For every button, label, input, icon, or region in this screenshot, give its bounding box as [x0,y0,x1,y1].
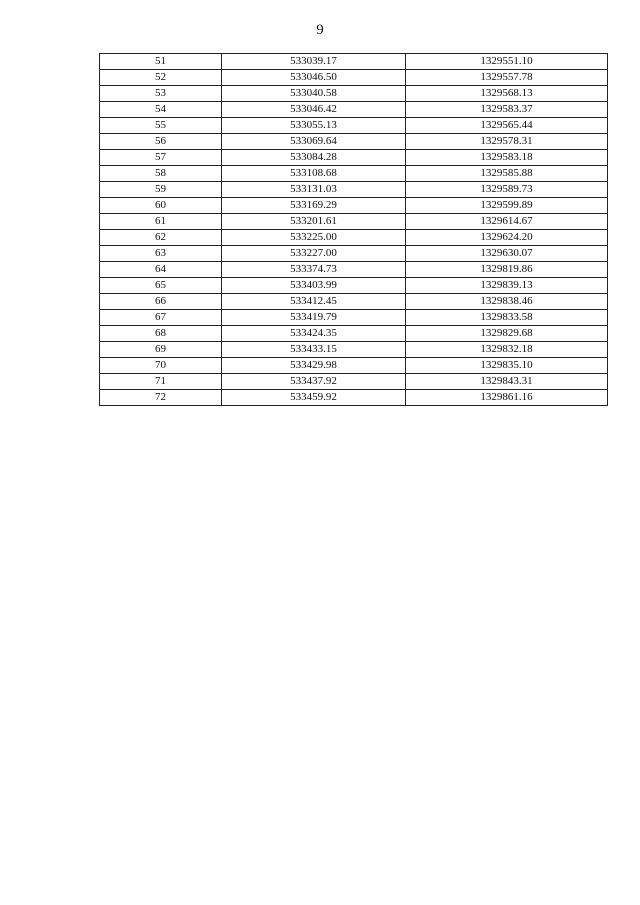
x-coordinate-cell: 533459.92 [222,390,406,406]
table-row [100,182,608,198]
point-number-cell: 52 [100,70,222,86]
table-row [100,86,608,102]
point-number-cell: 67 [100,310,222,326]
y-coordinate-cell: 1329833.58 [406,310,608,326]
point-number-cell: 61 [100,214,222,230]
point-number-cell: 68 [100,326,222,342]
x-coordinate-cell: 533419.79 [222,310,406,326]
point-number-cell: 72 [100,390,222,406]
y-coordinate-cell: 1329565.44 [406,118,608,134]
table-row [100,214,608,230]
y-coordinate-cell: 1329589.73 [406,182,608,198]
x-coordinate-cell: 533201.61 [222,214,406,230]
y-coordinate-cell: 1329861.16 [406,390,608,406]
y-coordinate-cell: 1329583.37 [406,102,608,118]
y-coordinate-cell: 1329839.13 [406,278,608,294]
y-coordinate-cell: 1329835.10 [406,358,608,374]
y-coordinate-cell: 1329583.18 [406,150,608,166]
y-coordinate-cell: 1329585.88 [406,166,608,182]
point-number-cell: 66 [100,294,222,310]
x-coordinate-cell: 533039.17 [222,54,406,70]
table-row [100,262,608,278]
point-number-cell: 55 [100,118,222,134]
table-row [100,294,608,310]
point-number-cell: 57 [100,150,222,166]
point-number-cell: 70 [100,358,222,374]
y-coordinate-cell: 1329843.31 [406,374,608,390]
x-coordinate-cell: 533403.99 [222,278,406,294]
point-number-cell: 51 [100,54,222,70]
x-coordinate-cell: 533169.29 [222,198,406,214]
x-coordinate-cell: 533227.00 [222,246,406,262]
table-row [100,230,608,246]
table-row [100,166,608,182]
y-coordinate-cell: 1329630.07 [406,246,608,262]
table-row [100,390,608,406]
x-coordinate-cell: 533046.50 [222,70,406,86]
x-coordinate-cell: 533412.45 [222,294,406,310]
x-coordinate-cell: 533084.28 [222,150,406,166]
point-number-cell: 58 [100,166,222,182]
table-row [100,102,608,118]
y-coordinate-cell: 1329551.10 [406,54,608,70]
page-number: 9 [316,22,324,38]
point-number-cell: 62 [100,230,222,246]
x-coordinate-cell: 533069.64 [222,134,406,150]
table-row [100,374,608,390]
table-row [100,198,608,214]
table-row [100,310,608,326]
x-coordinate-cell: 533374.73 [222,262,406,278]
y-coordinate-cell: 1329557.78 [406,70,608,86]
y-coordinate-cell: 1329599.89 [406,198,608,214]
x-coordinate-cell: 533040.58 [222,86,406,102]
table-row [100,358,608,374]
point-number-cell: 56 [100,134,222,150]
x-coordinate-cell: 533108.68 [222,166,406,182]
point-number-cell: 59 [100,182,222,198]
table-row [100,246,608,262]
x-coordinate-cell: 533225.00 [222,230,406,246]
table-row [100,134,608,150]
y-coordinate-cell: 1329838.46 [406,294,608,310]
x-coordinate-cell: 533437.92 [222,374,406,390]
coordinates-table-body [100,54,608,406]
y-coordinate-cell: 1329568.13 [406,86,608,102]
point-number-cell: 71 [100,374,222,390]
x-coordinate-cell: 533131.03 [222,182,406,198]
point-number-cell: 63 [100,246,222,262]
y-coordinate-cell: 1329614.67 [406,214,608,230]
point-number-cell: 64 [100,262,222,278]
table-row [100,326,608,342]
y-coordinate-cell: 1329829.68 [406,326,608,342]
table-row [100,342,608,358]
x-coordinate-cell: 533429.98 [222,358,406,374]
point-number-cell: 53 [100,86,222,102]
y-coordinate-cell: 1329819.86 [406,262,608,278]
x-coordinate-cell: 533046.42 [222,102,406,118]
x-coordinate-cell: 533055.13 [222,118,406,134]
y-coordinate-cell: 1329832.18 [406,342,608,358]
point-number-cell: 54 [100,102,222,118]
point-number-cell: 65 [100,278,222,294]
x-coordinate-cell: 533424.35 [222,326,406,342]
table-row [100,118,608,134]
point-number-cell: 60 [100,198,222,214]
coordinates-table [99,53,608,406]
table-row [100,150,608,166]
point-number-cell: 69 [100,342,222,358]
table-row [100,54,608,70]
table-row [100,70,608,86]
table-row [100,278,608,294]
y-coordinate-cell: 1329578.31 [406,134,608,150]
x-coordinate-cell: 533433.15 [222,342,406,358]
y-coordinate-cell: 1329624.20 [406,230,608,246]
